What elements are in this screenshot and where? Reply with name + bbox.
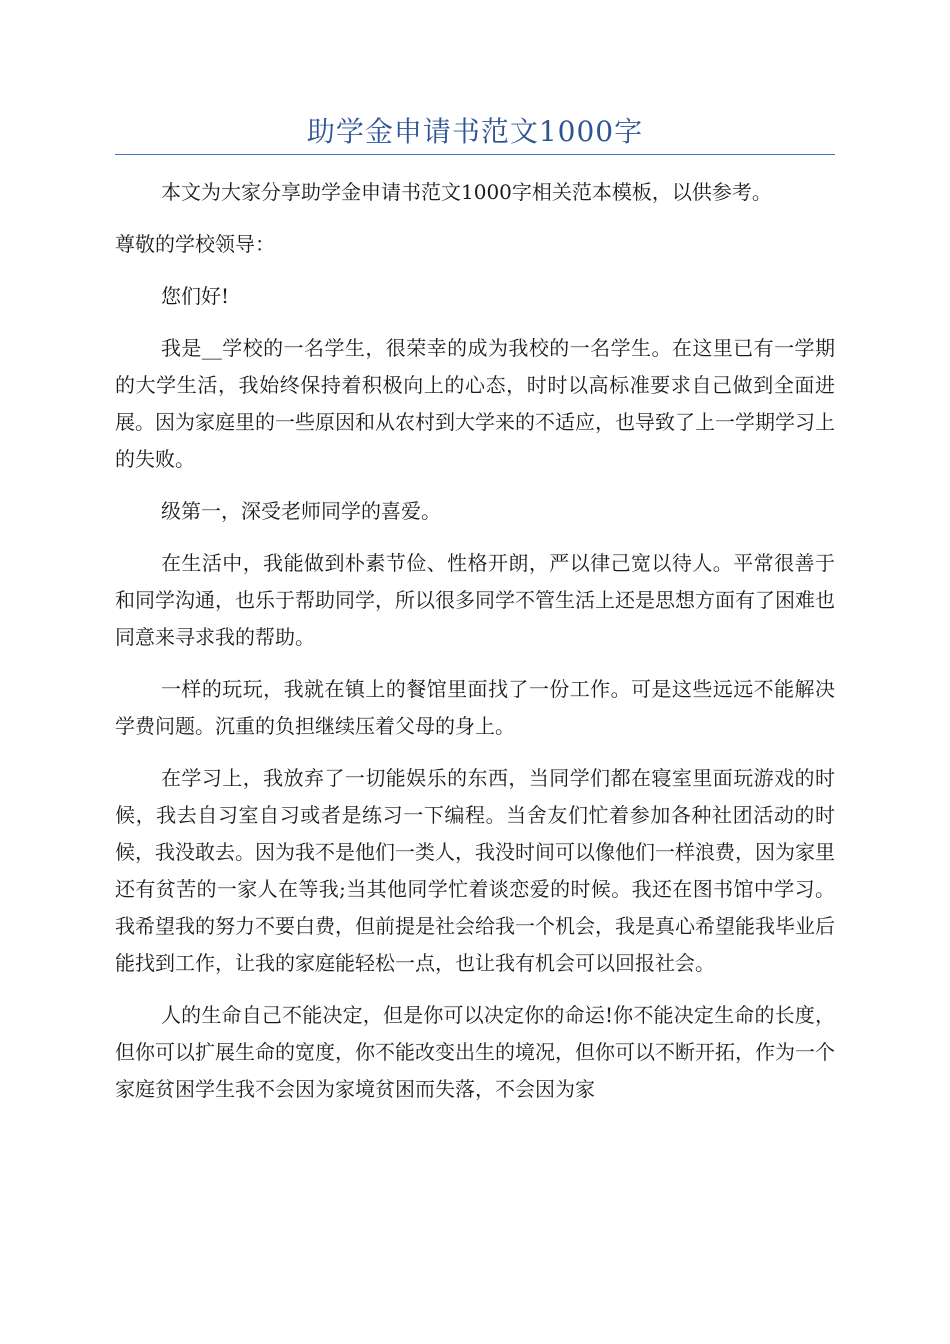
paragraph-self-introduction: 我是__学校的一名学生，很荣幸的成为我校的一名学生。在这里已有一学期的大学生活，我始终保持着积极向上的心态，时时以高标准要求自己做到全面进展。因为家庭里的一些原因和从农村到大学来的不适应，也导致了上一学期学习上的失败。 (115, 336, 835, 471)
paragraph-daily-life: 在生活中，我能做到朴素节俭、性格开朗，严以律己宽以待人。平常很善于和同学沟通，也乐于帮助同学，所以很多同学不管生活上还是思想方面有了困难也同意来寻求我的帮助。 (115, 551, 835, 649)
document-title: 助学金申请书范文1000字 (306, 115, 644, 148)
paragraph-class-rank: 级第一，深受老师同学的喜爱。 (161, 499, 441, 523)
paragraph-intro: 本文为大家分享助学金申请书范文1000字相关范本模板，以供参考。 (161, 180, 772, 204)
paragraph-study: 在学习上，我放弃了一切能娱乐的东西，当同学们都在寝室里面玩游戏的时候，我去自习室自习或者是练习一下编程。当舍友们忙着参加各种社团活动的时候，我没敢去。因为我不是他们一类人，我没时间可以像他们一样浪费，因为家里还有贫苦的一家人在等我;当其他同学忙着谈恋爱的时候。我还在图书馆中学习。我希望我的努力不要白费，但前提是社会给我一个机会，我是真心希望能我毕业后能找到工作，让我的家庭能轻松一点，也让我有机会可以回报社会。 (115, 766, 835, 975)
paragraph-salutation: 尊敬的学校领导： (115, 232, 275, 256)
document-body (115, 174, 835, 1123)
paragraph-destiny: 人的生命自己不能决定，但是你可以决定你的命运!你不能决定生命的长度，但你可以扩展生命的宽度，你不能改变出生的境况，但你可以不断开拓，作为一个家庭贫困学生我不会因为家境贫困而失落，不会因为家 (115, 1003, 835, 1101)
title-underline (115, 154, 835, 155)
paragraph-part-time-job: 一样的玩玩，我就在镇上的餐馆里面找了一份工作。可是这些远远不能解决学费问题。沉重的负担继续压着父母的身上。 (115, 677, 835, 738)
paragraph-greeting: 您们好! (161, 284, 230, 308)
